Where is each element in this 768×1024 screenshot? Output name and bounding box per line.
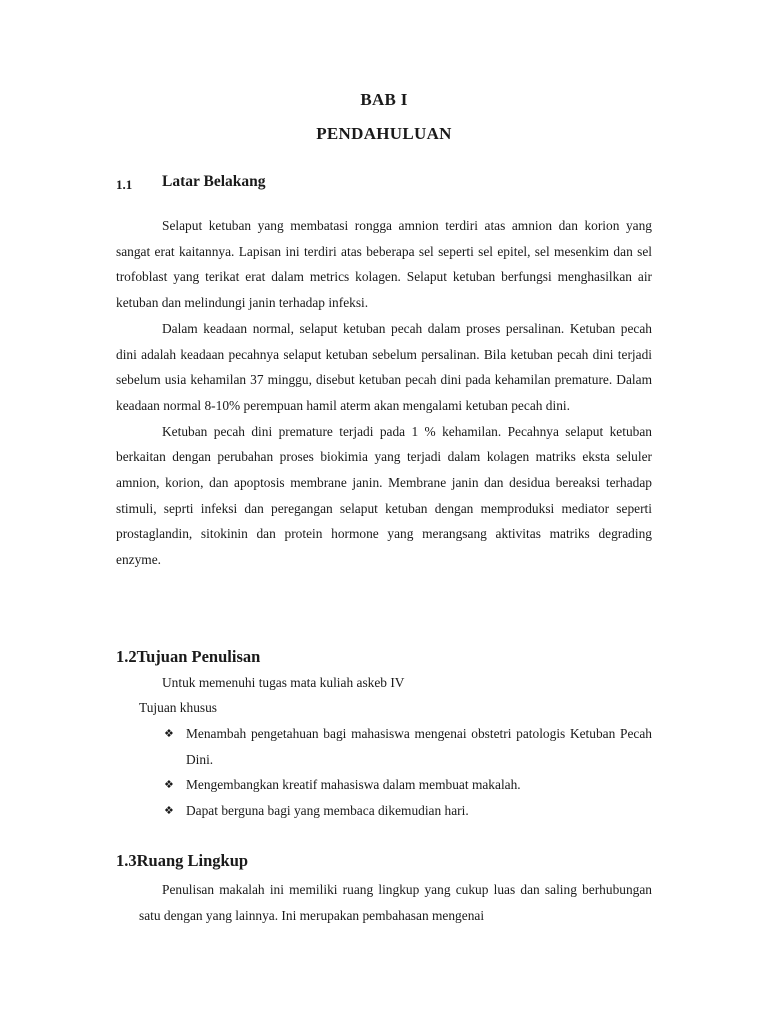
chapter-subtitle: PENDAHULUAN: [316, 124, 452, 143]
list-item: [164, 721, 652, 772]
purpose-list: [164, 721, 652, 823]
paragraph: Ketuban pecah dini premature terjadi pada 1 % kehamilan. Pecahnya selaput ketuban berkaitan dengan perubahan proses biokimia yang terjadi dalam kolagen matriks eksta seluler amnion, korion, dan apoptosis membrane janin. Membrane janin dan desidua bereaksi terhadap stimuli, seprti infeksi dan peregangan selaput ketuban dengan memproduksi mediator seperti prostaglandin, sitokinin dan protein hormone yang merangsang aktivitas matriks degrading enzyme.: [116, 423, 652, 568]
general-purpose-text: Untuk memenuhi tugas mata kuliah askeb IV: [162, 675, 405, 690]
section-3-body: [139, 877, 652, 928]
list-item: [164, 772, 652, 798]
diamond-bullet-icon: ❖: [164, 803, 174, 817]
paragraph: Penulisan makalah ini memiliki ruang lingkup yang cukup luas dan saling berhubungan satu dengan yang lainnya. Ini merupakan pembahasan mengenai: [139, 882, 652, 923]
list-item-text: Mengembangkan kreatif mahasiswa dalam membuat makalah.: [186, 777, 521, 792]
list-item-text: Menambah pengetahuan bagi mahasiswa mengenai obstetri patologis Ketuban Pecah Dini.: [186, 726, 652, 767]
list-item-text: Dapat berguna bagi yang membaca dikemudian hari.: [186, 802, 469, 818]
section-2-heading: 1.2Tujuan Penulisan: [116, 647, 261, 666]
list-item: [164, 798, 652, 824]
section-3-heading: 1.3Ruang Lingkup: [116, 851, 249, 870]
section-1-number: 1.1: [116, 177, 133, 192]
paragraph: Dalam keadaan normal, selaput ketuban pecah dalam proses persalinan. Ketuban pecah dini adalah keadaan pecahnya selaput ketuban sebelum persalinan. Bila ketuban pecah dini terjadi sebelum usia kehamilan 37 minggu, disebut ketuban pecah dini pada kehamilan premature. Dalam keadaan normal 8-10% perempuan hamil aterm akan mengalami ketuban pecah dini.: [116, 320, 652, 413]
diamond-bullet-icon: ❖: [164, 778, 174, 791]
chapter-title: BAB I: [360, 90, 408, 109]
paragraph: Selaput ketuban yang membatasi rongga amnion terdiri atas amnion dan korion yang sangat erat kaitannya. Lapisan ini terdiri atas beberapa sel seperti sel epitel, sel mesenkim dan sel trofoblast yang terikat erat dalam metrics kolagen. Selaput ketuban berfungsi menghasilkan air ketuban dan melindungi janin terhadap infeksi.: [116, 218, 652, 311]
section-1-title: Latar Belakang: [162, 173, 266, 190]
diamond-bullet-icon: ❖: [164, 727, 174, 740]
special-purpose-label: Tujuan khusus: [139, 700, 218, 715]
section-1-body: [116, 213, 652, 573]
